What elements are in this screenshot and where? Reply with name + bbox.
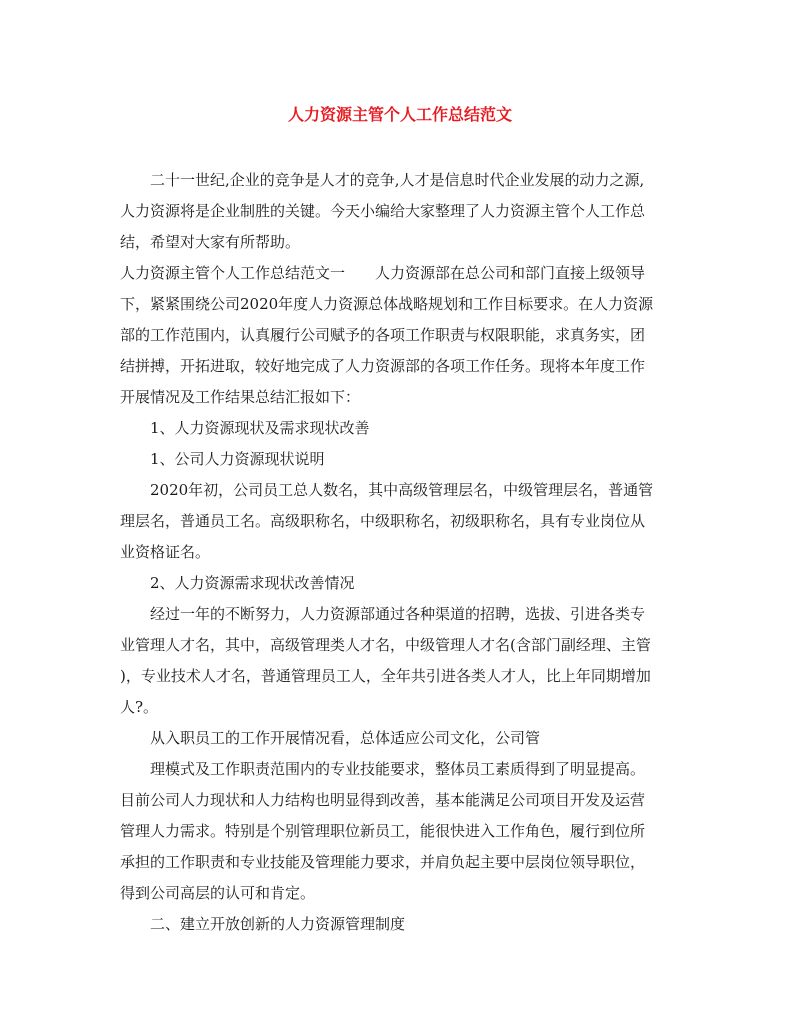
paragraph-mode-line: 理模式及工作职责范围内的专业技能要求，整体员工素质得到了明显提高。	[150, 760, 646, 778]
heading-open-management-system: 二、建立开放创新的人力资源管理制度	[150, 915, 406, 933]
intro-line: 结，希望对大家有所帮助。	[120, 233, 301, 251]
document-title: 人力资源主管个人工作总结范文	[287, 105, 512, 124]
paragraph-recruit-line: 经过一年的不断努力，人力资源部通过各种渠道的招聘，选拔、引进各类专	[150, 605, 646, 623]
paragraph-entry-line: 从入职员工的工作开展情况看，总体适应公司文化，公司管	[150, 729, 541, 747]
intro-line: 人力资源将是企业制胜的关键。今天小编给大家整理了人力资源主管个人工作总	[120, 202, 646, 220]
paragraph-2020-line: 理层名，普通员工名。高级职称名，中级职称名，初级职称名，具有专业岗位从	[120, 512, 646, 530]
heading-hr-status: 1、人力资源现状及需求现状改善	[150, 419, 370, 437]
section1-label: 人力资源主管个人工作总结范文一	[120, 264, 346, 282]
section1-line: 开展情况及工作结果总结汇报如下：	[120, 388, 361, 406]
paragraph-recruit-line: 人?。	[120, 698, 159, 716]
intro-line: 二十一世纪,企业的竞争是人才的竞争,人才是信息时代企业发展的动力之源,	[150, 171, 645, 189]
section1-first-line	[120, 262, 645, 284]
paragraph-2020-line: 2020年初，公司员工总人数名，其中高级管理层名，中级管理层名，普通管	[150, 481, 654, 499]
section1-line: 结拼搏，开拓进取，较好地完成了人力资源部的各项工作任务。现将本年度工作	[120, 357, 646, 375]
paragraph-mode-line: 得到公司高层的认可和肯定。	[120, 884, 316, 902]
paragraph-recruit-line: )，专业技术人才名，普通管理员工人，全年共引进各类人才人，比上年同期增加	[120, 667, 651, 685]
paragraph-mode-line: 承担的工作职责和专业技能及管理能力要求，并肩负起主要中层岗位领导职位，	[120, 853, 646, 871]
heading-demand-improvement: 2、人力资源需求现状改善情况	[150, 574, 355, 592]
section1-line: 下，紧紧围绕公司2020年度人力资源总体战略规划和工作目标要求。在人力资源	[120, 295, 654, 313]
paragraph-2020-line: 业资格证名。	[120, 543, 211, 561]
section1-line: 部的工作范围内，认真履行公司赋予的各项工作职责与权限职能，求真务实，团	[120, 326, 646, 344]
section1-text: 人力资源部在总公司和部门直接上级领导	[375, 264, 646, 282]
heading-hr-status-desc: 1、公司人力资源现状说明	[150, 450, 325, 468]
paragraph-recruit-line: 业管理人才名，其中，高级管理类人才名，中级管理人才名(含部门副经理、主管	[120, 636, 651, 654]
paragraph-mode-line: 目前公司人力现状和人力结构也明显得到改善，基本能满足公司项目开发及运营	[120, 791, 646, 809]
paragraph-mode-line: 管理人力需求。特别是个别管理职位新员工，能很快进入工作角色，履行到位所	[120, 822, 646, 840]
